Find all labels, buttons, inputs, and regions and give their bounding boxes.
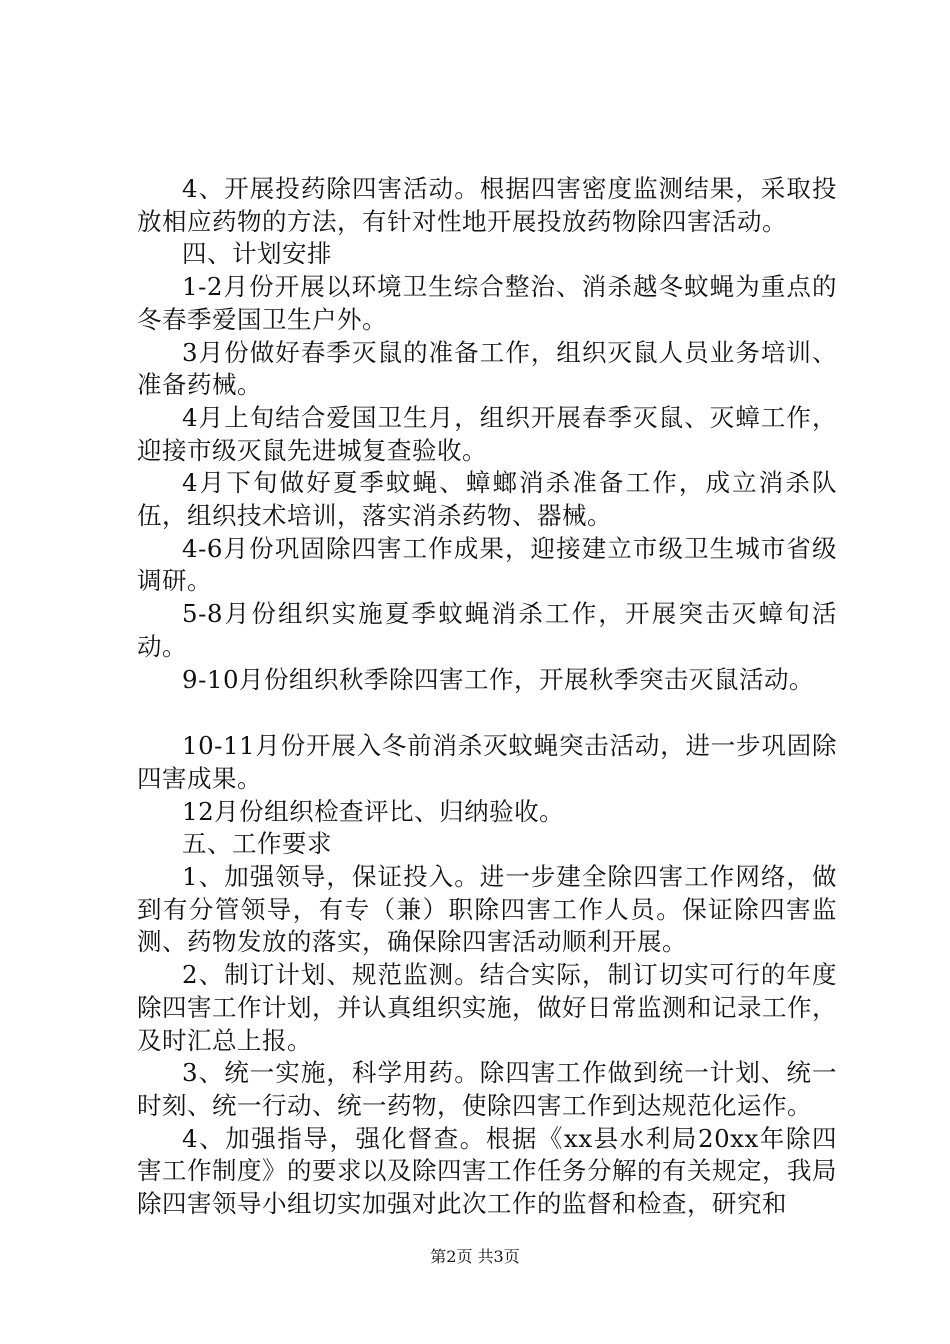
plan-item-december: 12月份组织检查评比、归纳验收。 <box>182 796 565 826</box>
plan-item-sep-oct: 9-10月份组织秋季除四害工作，开展秋季突击灭鼠活动。 <box>182 664 815 694</box>
plan-item-april-early: 4月上旬结合爱国卫生月，组织开展春季灭鼠、灭蟑工作，迎接市级灭鼠先进城复查验收。 <box>137 402 837 465</box>
plan-item-may-aug: 5-8月份组织实施夏季蚊蝇消杀工作，开展突击灭蟑旬活动。 <box>137 599 837 661</box>
section-heading-plan: 四、计划安排 <box>182 239 332 269</box>
requirement-item-4: 4、加强指导，强化督查。根据《xx县水利局20xx年除四害工作制度》的要求以及除四害工作任务分解的有关规定，我局除四害领导小组切实加强对此次工作的监督和检查，研究和 <box>137 1123 837 1219</box>
section-heading-requirements: 五、工作要求 <box>182 829 332 859</box>
requirement-item-3: 3、统一实施，科学用药。除四害工作做到统一计划、统一时刻、统一行动、统一药物，使除四害工作到达规范化运作。 <box>137 1058 837 1120</box>
paragraph-item-4-dosing: 4、开展投药除四害活动。根据四害密度监测结果，采取投放相应药物的方法，有针对性地开展投放药物除四害活动。 <box>137 174 837 236</box>
plan-item-jan-feb: 1-2月份开展以环境卫生综合整治、消杀越冬蚊蝇为重点的冬春季爱国卫生户外。 <box>137 272 837 334</box>
plan-item-apr-jun: 4-6月份巩固除四害工作成果，迎接建立市级卫生城市省级调研。 <box>137 533 837 596</box>
requirement-item-1: 1、加强领导，保证投入。进一步建全除四害工作网络，做到有分管领导，有专（兼）职除四害工作人员。保证除四害监测、药物发放的落实，确保除四害活动顺利开展。 <box>137 862 837 957</box>
plan-item-april-late: 4月下旬做好夏季蚊蝇、蟑螂消杀准备工作，成立消杀队伍，组织技术培训，落实消杀药物、器械。 <box>137 468 837 531</box>
plan-item-march: 3月份做好春季灭鼠的准备工作，组织灭鼠人员业务培训、准备药械。 <box>137 337 837 400</box>
requirement-item-2: 2、制订计划、规范监测。结合实际，制订切实可行的年度除四害工作计划，并认真组织实施，做好日常监测和记录工作，及时汇总上报。 <box>137 960 837 1055</box>
plan-item-oct-nov: 10-11月份开展入冬前消杀灭蚊蝇突击活动，进一步巩固除四害成果。 <box>137 731 837 793</box>
document-body <box>137 173 837 1221</box>
page-footer: 第2页 共3页 <box>430 1247 520 1266</box>
